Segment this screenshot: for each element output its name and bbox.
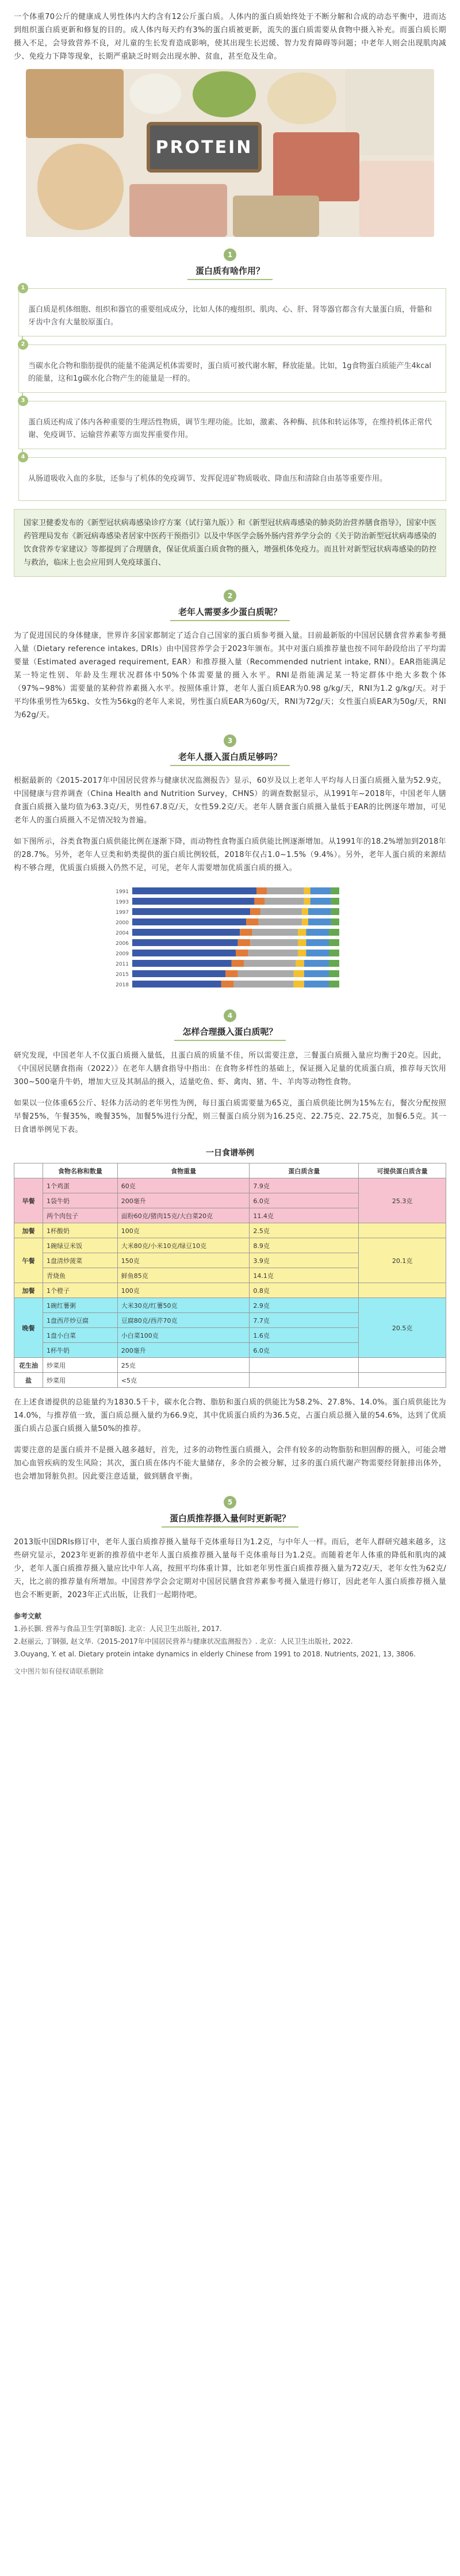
table-row: [14, 1358, 446, 1373]
bar-segment: [296, 960, 304, 967]
salmon-image: [273, 132, 359, 201]
table-cell-protein: 0.8克: [250, 1283, 359, 1298]
table-cell-weight: 大米80克/小米10克/绿豆10克: [117, 1238, 250, 1253]
reference-item: 2.赵丽云, 丁钢强, 赵文华.《2015-2017年中国居民营养与健康状况监测报告》. 北京：人民卫生出版社, 2022.: [14, 1637, 353, 1645]
section-paragraph: 2013版中国DRIs修订中，老年人蛋白质推荐摄入量每千克体重每日为1.2克，与中年人一样。而后，老年人群研究越来越多，这些研究显示，2023年更新的推荐值中老年人蛋白质推荐摄入量每千克体重每日为1.2克。而随着老年人体重的降低和肌肉的减少，老年人蛋白质推荐摄入量应比中年人高，按照平均体重计算，比如老年男性蛋白质推荐摄入量为72克/天，老年女性为62克/天，比之前的推荐量有所增加。中国营养学会会定期对中国居民膳食营养素参考摄入量进行修订，因此老年人蛋白质推荐摄入量也会不断更新，2023年正式出版，让我们一起期待吧。: [14, 1538, 446, 1599]
bar-segment: [331, 898, 339, 905]
image-source-note: 文中图片如有侵权请联系删除: [14, 1667, 104, 1675]
table-cell-weight: 200毫升: [117, 1193, 250, 1208]
section-paragraph: 在上述食谱提供的总能量约为1830.5千卡，碳水化合物、脂肪和蛋白质的供能比为58.2%、27.8%、14.0%。蛋白质供能比为14.0%，与推荐值一致，蛋白质总摄入量约为66.9克，其中优质蛋白质约为36.5克，占蛋白质总摄入量的54.6%，达到了优质蛋白质占总蛋白质摄入量50%的推荐。: [14, 1398, 446, 1433]
y-tick-label: 2004: [116, 931, 129, 936]
bar-segment: [225, 970, 238, 977]
section-paragraph: 研究发现，中国老年人不仅蛋白质摄入量低，且蛋白质的质量不佳，所以需要注意，三餐蛋白质摄入量应均衡于20克。因此，《中国居民膳食指南（2022）》在老年人膳食指导中指出：在食物多样性的基础上，保证摄入足量的优质蛋白质，推荐每天饮用300~500毫升牛奶，增加大豆及其制品的摄入，适量吃鱼、虾、禽肉、猪、牛、羊肉等动物性食物。: [14, 1051, 446, 1086]
meal-cell: 午餐: [14, 1238, 43, 1283]
bar-segment: [306, 950, 329, 956]
meal-cell: 晚餐: [14, 1298, 43, 1358]
chicken-image: [359, 161, 434, 237]
bar-segment: [240, 929, 252, 936]
bar-segment: [294, 981, 304, 987]
section-paragraph: 如下图所示，谷类食物蛋白质供能比例在逐渐下降，而动物性食物蛋白质供能比例逐渐增加。从1991年的18.2%增加到2018年的28.7%。另外，老年人豆类和奶类提供的蛋白质比例较低，2018年仅占1.0~1.5%（9.4%）。另外，老年人蛋白质的来源结构不够合理，优质蛋白质摄入仍然不足，可见，老年人需要增加优质蛋白质的摄入。: [14, 837, 446, 872]
bar-segment: [132, 970, 225, 977]
table-cell-weight: 100克: [117, 1223, 250, 1238]
table-cell-weight: 大米30克/红薯50克: [117, 1298, 250, 1313]
bar-segment: [331, 908, 339, 915]
table-cell-name: 炒菜用: [43, 1373, 117, 1388]
y-tick-label: 1997: [116, 910, 129, 916]
y-tick-label: 1991: [116, 889, 129, 895]
bar-segment: [304, 898, 310, 905]
protein-roles-list: [14, 285, 446, 501]
section-4-header: [0, 1009, 460, 1041]
table-cell-weight: 150克: [117, 1253, 250, 1268]
meal-cell: 加餐: [14, 1223, 43, 1238]
bar-segment: [298, 929, 306, 936]
table-cell-name: 1杯牛奶: [43, 1343, 117, 1358]
meal-plan-table: [14, 1163, 446, 1388]
bar-segment: [233, 981, 293, 987]
y-tick-label: 2000: [116, 920, 129, 926]
bar-segment: [236, 950, 248, 956]
cheese-image: [233, 196, 319, 237]
role-number: 2: [18, 339, 28, 350]
y-tick-label: 2006: [116, 941, 129, 947]
bar-segment: [132, 929, 240, 936]
section-title: 老年人需要多少蛋白质呢？: [170, 606, 290, 621]
table-cell-name: 1个橙子: [43, 1283, 117, 1298]
role-card: [18, 454, 446, 501]
table-header-row: [14, 1163, 446, 1178]
section-paragraph: 为了促进国民的身体健康，世界许多国家都制定了适合自己国家的蛋白质参考摄入量。目前最新版的中国居民膳食营养素参考摄入量（Dietary reference intakes, DRIs）由中国营养学会于2023年颁布。其中对蛋白质推荐量也按不同年龄段给出了平均需要量（Estimated averaged requirement, EAR）和推荐摄入量（Recommended nutrient intake, RNI）。EAR指能满足某一特定性别、年龄及生理状况群体中50%个体需要量的摄入水平。RNI是指能满足某一特定群体中绝大多数个体（97%~98%）需要量的某种营养素摄入水平。按照体重计算，老年人蛋白质EAR为0.98 g/kg/天，RNI为1.2 g/kg/天。对于平均体重男性为65kg、女性为56kg的老年人来说，男性蛋白质EAR为60g/天，RNI为72g/天；女性蛋白质EAR为50g/天，RNI为62g/天。: [14, 631, 446, 719]
table-row: [14, 1373, 446, 1388]
bar-segment: [329, 960, 339, 967]
bar-segment: [331, 918, 339, 925]
meal-cell: 加餐: [14, 1283, 43, 1298]
table-cell-weight: 200毫升: [117, 1343, 250, 1358]
meal-cell: 盐: [14, 1373, 43, 1388]
protein-board: PROTEIN: [147, 122, 262, 173]
bar-segment: [310, 898, 331, 905]
bar-segment: [256, 887, 267, 894]
table-body: [14, 1178, 446, 1388]
bar-segment: [306, 929, 329, 936]
table-cell-protein: 2.5克: [250, 1223, 359, 1238]
role-card: [18, 285, 446, 336]
section-number: 1: [224, 248, 236, 261]
bar-segment: [306, 939, 329, 946]
section-number: 2: [224, 590, 236, 602]
egg-image: [129, 74, 181, 114]
bar-segment: [329, 981, 339, 987]
bar-segment: [132, 908, 250, 915]
fish-image: [129, 184, 227, 237]
table-cell-protein: 7.9克: [250, 1178, 359, 1193]
table-cell-name: 1个鸡蛋: [43, 1178, 117, 1193]
bar-segment: [132, 887, 256, 894]
section-paragraph: 需要注意的是蛋白质并不是摄入越多越好，首先，过多的动物性蛋白质摄入，会伴有较多的动物脂肪和胆固醇的摄入，可能会增加心血管疾病的发生风险；其次，蛋白质在体内不能大量储存，多余的会被分解，过多的蛋白质代谢产物需要经肾脏排出体外，也会增加肾脏负担。因此要注意适量，做到膳食平衡。: [14, 1446, 446, 1481]
table-cell-protein: 6.0克: [250, 1193, 359, 1208]
bar-segment: [260, 908, 302, 915]
table-cell-weight: 面粉60克/猪肉15克/大白菜20克: [117, 1208, 250, 1223]
bar-segment: [221, 981, 234, 987]
table-cell-weight: 豆腐80克/西芹70克: [117, 1313, 250, 1328]
stacked-bar-chart: [109, 883, 351, 998]
role-text: 从肠道吸收入血的多肽，还参与了机体的免疫调节、发挥促进矿物质吸收、降血压和清除自由基等重要作用。: [28, 474, 388, 483]
bar-segment: [250, 908, 260, 915]
bar-segment: [132, 898, 254, 905]
section-2-header: [0, 590, 460, 621]
section-title: 老年人摄入蛋白质足够吗？: [170, 751, 290, 766]
bar-segment: [329, 970, 339, 977]
protein-source-chart: [109, 883, 351, 998]
table-cell-weight: <5克: [117, 1373, 250, 1388]
bar-segment: [308, 908, 331, 915]
role-number: 1: [18, 283, 28, 293]
table-cell-name: 1盘清炒菠菜: [43, 1253, 117, 1268]
section-paragraph: 根据最新的《2015-2017年中国居民营养与健康状况监测报告》显示，60岁及以上老年人平均每人日蛋白质摄入量为52.9克，中国健康与营养调查（China Health and Nutrition Survey，CHNS）的调查数据显示，从1991年~2018年，中国老年人膳食蛋白质摄入量均值为63.3克/天，男性67.8克/天，女性59.2克/天。老年人膳食蛋白质摄入量低于EAR的比例逐年增加，可见老年人的蛋白质摄入不足情况较为普遍。: [14, 776, 446, 825]
table-cell-weight: 100克: [117, 1283, 250, 1298]
bar-segment: [267, 887, 304, 894]
role-text: 当碳水化合物和脂肪提供的能量不能满足机体需要时，蛋白质可被代谢水解，释放能量。比如，1g食物蛋白质能产生4kcal的能量，这和1g碳水化合物产生的能量是一样的。: [28, 362, 432, 383]
table-cell-total: [359, 1373, 446, 1388]
intro-paragraph: 一个体重70公斤的健康成人男性体内大约含有12公斤蛋白质。人体内的蛋白质始终处于不断分解和合成的动态平衡中，进而达到组织蛋白质更新和修复的目的。成人体内每天约有3%的蛋白质被更新，流失的蛋白质需要从食物中摄入补充。而蛋白质长期摄入不足，会导致营养不良，对儿童的生长发育造成影响，使其出现生长迟缓、智力发育障碍等问题；中老年人则会出现肌肉减少、免疫力下降等现象，长期严重缺乏时则会出现水肿、贫血，甚至危及生命。: [14, 13, 446, 61]
table-header: 食物名称和数量: [43, 1163, 117, 1178]
table-cell-weight: 60克: [117, 1178, 250, 1193]
section-number: 5: [224, 1496, 236, 1509]
table-cell-weight: 25克: [117, 1358, 250, 1373]
role-number: 4: [18, 452, 28, 462]
bar-segment: [246, 918, 259, 925]
table-cell-protein: 2.9克: [250, 1298, 359, 1313]
table-row: [14, 1238, 446, 1253]
section-title: 蛋白质推荐摄入量何时更新呢？: [162, 1512, 298, 1528]
bar-segment: [302, 908, 308, 915]
table-header: 食物重量: [117, 1163, 250, 1178]
table-cell-protein: 11.4克: [250, 1208, 359, 1223]
bread-image: [26, 69, 124, 138]
table-cell-protein: [250, 1358, 359, 1373]
table-header: 蛋白质含量: [250, 1163, 359, 1178]
y-tick-label: 1993: [116, 900, 129, 905]
section-number: 3: [224, 734, 236, 747]
table-cell-name: 1碗绿豆米饭: [43, 1238, 117, 1253]
section-title: 怎样合理摄入蛋白质呢？: [174, 1025, 285, 1041]
table-cell-protein: 8.9克: [250, 1238, 359, 1253]
table-cell-name: 炒菜用: [43, 1358, 117, 1373]
bar-segment: [232, 960, 244, 967]
reference-item: 3.Ouyang, Y. et al. Dietary protein intake dynamics in elderly Chinese from 1991 to 2018. Nutrients, 2021, 13, 3806.: [14, 1650, 416, 1658]
table-title: 一日食谱举例: [206, 1149, 254, 1158]
y-tick-label: 2018: [116, 982, 129, 988]
broccoli-image: [193, 71, 256, 117]
bar-segment: [254, 898, 264, 905]
bar-segment: [304, 981, 329, 987]
section-5-header: [0, 1496, 460, 1528]
bar-segment: [298, 939, 306, 946]
table-cell-total: [359, 1223, 446, 1238]
table-row: [14, 1223, 446, 1238]
bar-segment: [302, 918, 308, 925]
table-cell-total: 25.3克: [359, 1178, 446, 1223]
bar-segment: [329, 929, 339, 936]
bar-segment: [329, 939, 339, 946]
meal-cell: 早餐: [14, 1178, 43, 1223]
table-cell-protein: 1.6克: [250, 1328, 359, 1343]
role-card: [18, 341, 446, 393]
bar-segment: [329, 950, 339, 956]
hero-image: [26, 69, 434, 237]
table-row: [14, 1283, 446, 1298]
bar-segment: [310, 887, 331, 894]
bar-segment: [294, 970, 304, 977]
bar-segment: [244, 960, 296, 967]
notice-box: [14, 509, 446, 577]
bar-segment: [308, 918, 331, 925]
bar-segment: [252, 929, 298, 936]
bar-segment: [304, 887, 310, 894]
table-header: 可提供蛋白质含量: [359, 1163, 446, 1178]
role-number: 3: [18, 396, 28, 406]
table-cell-total: [359, 1358, 446, 1373]
y-tick-label: 2009: [116, 951, 129, 957]
table-cell-protein: 7.7克: [250, 1313, 359, 1328]
bar-segment: [132, 960, 232, 967]
role-card: [18, 397, 446, 449]
table-cell-name: 1盘西芹炒豆腐: [43, 1313, 117, 1328]
section-title: 蛋白质有啥作用？: [187, 265, 273, 280]
nuts-image: [37, 144, 124, 230]
table-cell-name: 1杯酸奶: [43, 1223, 117, 1238]
meal-cell: 花生油: [14, 1358, 43, 1373]
bar-segment: [298, 950, 306, 956]
role-text: 蛋白质还构成了体内各种重要的生理活性物质，调节生理功能。比如，激素、各种酶、抗体和转运体等，在维持机体正常代谢、免疫调节、运输营养素等方面发挥重要作用。: [28, 418, 432, 439]
table-cell-total: 20.5克: [359, 1298, 446, 1358]
y-tick-label: 2011: [116, 962, 129, 967]
bar-segment: [259, 918, 302, 925]
table-cell-protein: [250, 1373, 359, 1388]
table-cell-weight: 小白菜100克: [117, 1328, 250, 1343]
bar-segment: [331, 887, 339, 894]
y-tick-label: 2015: [116, 972, 129, 978]
bar-segment: [248, 950, 298, 956]
bar-segment: [304, 960, 329, 967]
table-row: [14, 1178, 446, 1193]
reference-item: 1.孙长颢. 营养与食品卫生学[第8版]. 北京：人民卫生出版社, 2017.: [14, 1625, 222, 1633]
bar-segment: [132, 939, 238, 946]
section-paragraph: 如果以一位体重65公斤、轻体力活动的老年男性为例，每日蛋白质需要量为65克，蛋白质供能比例为15%左右，餐次分配按照早餐25%，午餐35%，晚餐35%，加餐5%进行分配，则三餐蛋白质分别为16.25克、22.75克、22.75克，加餐6.5克。其一日食谱举例见下表。: [14, 1099, 446, 1134]
table-cell-name: 青烧鱼: [43, 1268, 117, 1283]
table-row: [14, 1298, 446, 1313]
bar-segment: [132, 918, 246, 925]
table-cell-protein: 3.9克: [250, 1253, 359, 1268]
notice-text: 国家卫健委发布的《新型冠状病毒感染诊疗方案（试行第九版）》和《新型冠状病毒感染的肺炎防治营养膳食指导》，国家中医药管理局发布《新冠病毒感染者居家中医药干预指引》以及中华医学会肠外肠内营养学分会的《关于防治新型冠状病毒感染的饮食营养专家建议》等都提到了合理膳食，保证优质蛋白质食物的摄入，增强机体免疫力。而且针对新型冠状病毒感染的防控与救治，临床上也会应用到人免疫球蛋白、: [24, 519, 436, 567]
table-cell-protein: 14.1克: [250, 1268, 359, 1283]
table-cell-name: 1碗红薯粥: [43, 1298, 117, 1313]
role-text: 蛋白质是机体细胞、组织和器官的重要组成成分，比如人体的瘦组织、肌肉、心、肝、肾等器官都含有大量蛋白质，骨骼和牙齿中含有大量胶原蛋白。: [28, 305, 432, 327]
bar-segment: [264, 898, 304, 905]
bar-segment: [250, 939, 298, 946]
references-heading: 参考文献: [14, 1612, 42, 1620]
bar-segment: [238, 970, 294, 977]
section-number: 4: [224, 1009, 236, 1022]
bar-segment: [238, 939, 251, 946]
table-cell-total: 20.1克: [359, 1238, 446, 1283]
table-cell-protein: 6.0克: [250, 1343, 359, 1358]
beans-image: [267, 72, 336, 124]
bar-segment: [132, 950, 236, 956]
section-1-header: [0, 248, 460, 280]
table-cell-name: 1袋牛奶: [43, 1193, 117, 1208]
table-cell-total: [359, 1283, 446, 1298]
table-cell-name: 两个肉包子: [43, 1208, 117, 1223]
section-3-header: [0, 734, 460, 766]
table-cell-name: 1盘小白菜: [43, 1328, 117, 1343]
table-header: [14, 1163, 43, 1178]
table-cell-weight: 鲜鱼85克: [117, 1268, 250, 1283]
references: [0, 1602, 460, 1660]
bar-segment: [132, 981, 221, 987]
bar-segment: [304, 970, 329, 977]
